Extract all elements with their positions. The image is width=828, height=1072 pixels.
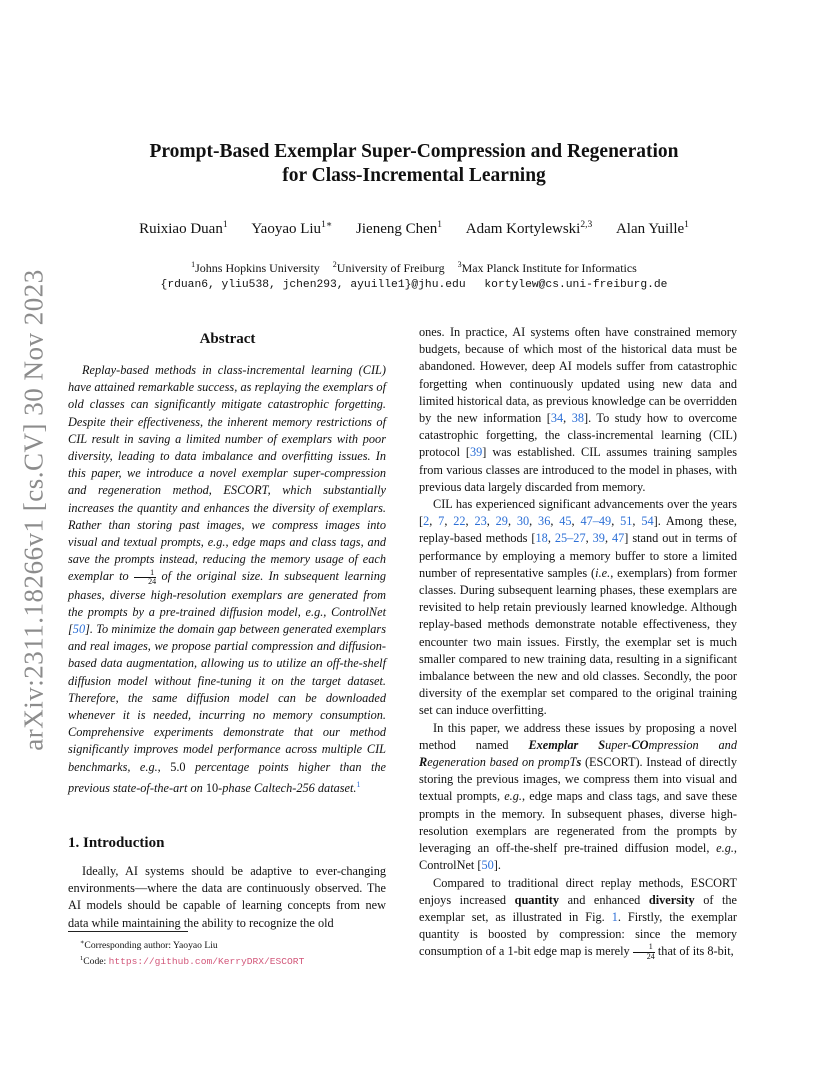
email-jhu: {rduan6, yliu538, jchen293, ayuille1}@jhu.edu (160, 279, 466, 291)
citation-link[interactable]: 29 (495, 514, 508, 529)
footnote-code: $^1$Code: https://github.com/KerryDRX/ESCORT (80, 955, 305, 968)
citation-link[interactable]: 47–49 (580, 514, 612, 529)
affiliation: $^3$Max Planck Institute for Informatics (457, 260, 637, 275)
arxiv-stamp (14, 269, 54, 751)
citation-link[interactable]: 54 (641, 514, 654, 529)
right-column (419, 324, 737, 961)
footnote-corresponding: ∗Corresponding author: Yaoyao Liu (80, 939, 218, 952)
author: Adam Kortylewski$^{2,3}$ (465, 220, 593, 237)
intro-paragraph: Ideally, AI systems should be adaptive to ever-changing environments—where the data are continuously observed. The AI models should be capable of learning concepts from new data while maintaining the ability to recognize the old (68, 864, 386, 930)
citation-link[interactable]: 51 (620, 514, 633, 529)
paper-title (0, 140, 828, 188)
email-freiburg: kortylew@cs.uni-freiburg.de (484, 279, 668, 291)
footnote-rule (68, 931, 188, 932)
citation-link[interactable]: 30 (516, 514, 530, 529)
paragraph: Compared to traditional direct replay methods, ESCORT enjoys increased quantity and enhanced diversity of the exemplar set, as illustrated in Fig. 1. Firstly, the exemplar quantity is boosted by compression: since the memory consumption of a 1-bit edge map is merely $\frac{1}{24}$ that of its 8-bit, (419, 875, 737, 961)
citation-link[interactable]: 23 (474, 514, 487, 529)
affiliation: $^2$University of Freiburg (332, 260, 445, 275)
arxiv-id: arXiv:2311.18266v1 [cs.CV] 30 Nov 2023 (18, 269, 49, 751)
figure-link[interactable]: 1 (611, 909, 618, 924)
footnotes (68, 931, 386, 968)
author-emails (0, 279, 828, 291)
paragraph: In this paper, we address these issues by proposing a novel method named Exemplar Super-COmpression and Regeneration based on prompTs (ESCORT). Instead of directly storing the previous images, we compress them into visual and textual prompts, e.g., edge maps and class tags, and save these prompts in the memory. In subsequent phases, diverse high-resolution exemplars are regenerated from the prompts by leveraging an off-the-shelf pre-trained diffusion model, e.g., ControlNet [50]. (419, 720, 738, 873)
title-line-1: Prompt-Based Exemplar Super-Compression and Regeneration (149, 141, 679, 162)
citation-link[interactable]: 22 (453, 514, 466, 529)
citation-link[interactable]: 39 (592, 531, 605, 546)
citation-link[interactable]: 38 (571, 411, 584, 426)
paragraph: CIL has experienced significant advancements over the years [2, 7, 22, 23, 29, 30, 36, 45, 47–49, 51, 54]. Among these, replay-based methods [18, 25–27, 39, 47] stand out in terms of performance by employing a memory buffer to store a limited number of representative samples (i.e., exemplars) from former classes. During subsequent learning phases, these exemplars are revisited to help retain previously learned knowledge. Although replay-based methods demonstrate notable effectiveness, they encounter two main issues. Firstly, the exemplar set is much smaller compared to new training data, resulting in a significant imbalance between the new and old classes. Secondly, the poor diversity of the exemplar set compared to the original training set can induce overfitting. (419, 497, 738, 718)
citation-link[interactable]: 50 (481, 858, 494, 873)
citation-link[interactable]: 45 (559, 514, 572, 529)
citation-link[interactable]: 34 (550, 411, 564, 426)
paragraph: ones. In practice, AI systems often have constrained memory budgets, because of which most of the historical data must be abandoned. However, deep AI models suffer from catastrophic forgetting when continuously updated using new data and limited historical data, as previous knowledge can be overridden by the new information [34, 38]. To study how to overcome catastrophic forgetting, the class-incremental learning (CIL) protocol [39] was established. CIL assumes training samples from various classes are introduced to the model in phases, with previous data largely discarded from memory. (419, 325, 737, 494)
affiliations (0, 260, 828, 276)
citation-link[interactable]: 47 (612, 531, 625, 546)
citation-link[interactable]: 39 (470, 445, 483, 460)
author: Alan Yuille$^1$ (615, 220, 689, 237)
code-url-link[interactable]: https://github.com/KerryDRX/ESCORT (108, 956, 305, 968)
citation-link[interactable]: 50 (72, 622, 86, 637)
footnote-link[interactable]: 1 (356, 779, 361, 789)
fraction: $\frac{1}{24}$ (134, 569, 156, 587)
author-list (0, 219, 828, 238)
author: Jieneng Chen$^1$ (356, 220, 443, 237)
citation-link[interactable]: 25–27 (554, 531, 586, 546)
citation-link[interactable]: 2 (423, 514, 430, 529)
citation-link[interactable]: 7 (438, 514, 445, 529)
author: Yaoyao Liu$^{1∗}$ (251, 220, 333, 237)
title-line-2: for Class-Incremental Learning (282, 165, 546, 186)
abstract-heading: Abstract (199, 331, 256, 347)
citation-link[interactable]: 18 (535, 531, 548, 546)
section-heading-introduction: 1. Introduction (68, 835, 165, 851)
citation-link[interactable]: 36 (538, 514, 551, 529)
affiliation: $^1$Johns Hopkins University (191, 260, 320, 275)
abstract-body: Replay-based methods in class-incremental learning (CIL) have attained remarkable success, as replaying the exemplars of old classes can significantly mitigate catastrophic forgetting. Despite their effectiveness, the inherent memory restrictions of CIL result in saving a limited number of exemplars with poor diversity, leading to data imbalance and overfitting issues. In this paper, we introduce a novel exemplar super-compression and regeneration method, ESCORT, which substantially increases the quantity and enhances the diversity of exemplars. Rather than storing past images, we compress images into visual and textual prompts, e.g., edge maps and class tags, and save the prompts instead, reducing the memory usage of each exemplar to $\frac{1}{24}$ of the original size. In subsequent learning phases, diverse high-resolution exemplars are generated from the prompts by a pre-trained diffusion model, e.g., ControlNet [50]. To minimize the domain gap between generated exemplars and real images, we propose partial compression and diffusion-based data augmentation, allowing us to utilize an off-the-shelf diffusion model without fine-tuning it on the target dataset. Therefore, the same diffusion model can be downloaded whenever it is needed, incurring no memory consumption. Comprehensive experiments demonstrate that our method significantly improves model performance across multiple CIL benchmarks, e.g., 5.0 percentage points higher than the previous state-of-the-art on 10-phase Caltech-256 dataset.$^1$ (68, 363, 386, 795)
author: Ruixiao Duan$^1$ (139, 220, 228, 237)
fraction: $\frac{1}{24}$ (633, 943, 655, 961)
